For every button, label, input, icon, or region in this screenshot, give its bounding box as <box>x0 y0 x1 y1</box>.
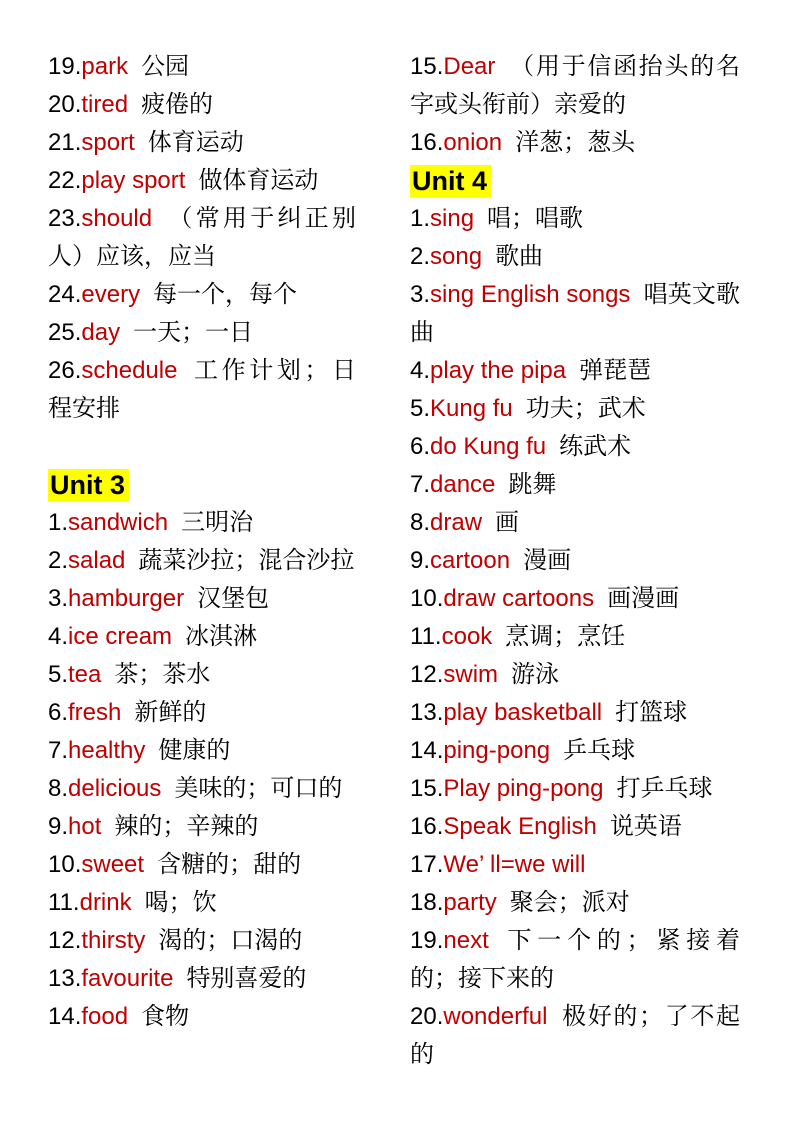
english-word: food <box>81 1003 129 1030</box>
vocab-entry <box>48 352 356 428</box>
english-word: Dear <box>443 53 496 80</box>
english-word: onion <box>443 129 503 156</box>
vocab-entry <box>48 770 356 808</box>
chinese-meaning: 体育运动 <box>147 129 244 156</box>
entry-number: 11. <box>48 889 80 916</box>
vocab-entry <box>410 770 740 808</box>
english-word: swim <box>443 661 499 688</box>
chinese-meaning: 画 <box>495 509 520 536</box>
entry-number: 25. <box>48 319 82 346</box>
vocab-entry <box>48 86 356 124</box>
english-word: play sport <box>81 167 186 194</box>
chinese-meaning: 极好的；了不起的 <box>410 1003 740 1068</box>
english-word: salad <box>68 547 126 574</box>
english-word: park <box>81 53 129 80</box>
vocab-entry <box>410 428 740 466</box>
entry-number: 15. <box>410 775 444 802</box>
entry-number: 16. <box>410 129 444 156</box>
entry-number: 8. <box>48 775 69 802</box>
entry-number: 23. <box>48 205 82 232</box>
english-word: drink <box>79 889 132 916</box>
chinese-meaning: 练武术 <box>559 433 632 460</box>
english-word: party <box>443 889 497 916</box>
vocab-entry <box>410 694 740 732</box>
chinese-meaning: 工作计划；日程安排 <box>48 357 356 422</box>
entry-number: 2. <box>48 547 69 574</box>
chinese-meaning: （常用于纠正别人）应该，应当 <box>48 205 356 270</box>
vocab-entry <box>48 732 356 770</box>
entry-number: 16. <box>410 813 444 840</box>
entry-number: 12. <box>410 661 444 688</box>
english-word: cook <box>441 623 493 650</box>
vocab-entry <box>48 504 356 542</box>
vocab-entry <box>48 580 356 618</box>
vocab-entry <box>48 162 356 200</box>
vocab-entry <box>410 200 740 238</box>
english-word: dance <box>430 471 496 498</box>
chinese-meaning: 公园 <box>141 53 190 80</box>
entry-number: 1. <box>48 509 69 536</box>
entry-number: 19. <box>48 53 82 80</box>
vocab-entry <box>410 504 740 542</box>
chinese-meaning: 下一个的；紧接着的；接下来的 <box>410 927 740 992</box>
vocab-entry <box>410 618 740 656</box>
vocab-entry <box>48 48 356 86</box>
right-column <box>410 48 740 1074</box>
english-word: healthy <box>68 737 146 764</box>
entry-number: 6. <box>410 433 431 460</box>
vocab-entry <box>48 542 356 580</box>
english-word: Play ping-pong <box>443 775 604 802</box>
vocab-entry <box>48 276 356 314</box>
unit-4-header <box>410 162 740 200</box>
chinese-meaning: （用于信函抬头的名字或头衔前）亲爱的 <box>410 53 740 118</box>
vocab-entry <box>48 314 356 352</box>
chinese-meaning: 打乒乓球 <box>616 775 713 802</box>
english-word: song <box>430 243 483 270</box>
entry-number: 1. <box>410 205 431 232</box>
chinese-meaning: 新鲜的 <box>134 699 207 726</box>
entry-number: 4. <box>410 357 431 384</box>
entry-number: 13. <box>410 699 444 726</box>
vocab-entry <box>48 656 356 694</box>
chinese-meaning: 美味的；可口的 <box>174 775 343 802</box>
chinese-meaning: 说英语 <box>609 813 682 840</box>
chinese-meaning: 功夫；武术 <box>525 395 646 422</box>
vocab-entry <box>48 808 356 846</box>
english-word: draw <box>430 509 483 536</box>
english-word: Kung fu <box>430 395 513 422</box>
chinese-meaning: 特别喜爱的 <box>186 965 307 992</box>
entry-number: 21. <box>48 129 82 156</box>
english-word: wonderful <box>443 1003 548 1030</box>
chinese-meaning: 唱；唱歌 <box>487 205 584 232</box>
vocab-entry <box>410 48 740 124</box>
english-word: sandwich <box>68 509 169 536</box>
entry-number: 14. <box>48 1003 82 1030</box>
chinese-meaning: 做体育运动 <box>198 167 319 194</box>
chinese-meaning: 茶；茶水 <box>114 661 211 688</box>
vocab-entry <box>410 732 740 770</box>
chinese-meaning: 打篮球 <box>615 699 688 726</box>
chinese-meaning: 弹琵琶 <box>579 357 652 384</box>
chinese-meaning: 一天；一日 <box>133 319 254 346</box>
unit-header-label: Unit 3 <box>48 469 129 501</box>
chinese-meaning: 辣的；辛辣的 <box>114 813 259 840</box>
chinese-meaning: 蔬菜沙拉；混合沙拉 <box>138 547 355 574</box>
english-word: ice cream <box>68 623 173 650</box>
vocab-entry <box>410 238 740 276</box>
vocab-entry <box>48 922 356 960</box>
entry-number: 5. <box>410 395 431 422</box>
chinese-meaning: 汉堡包 <box>197 585 270 612</box>
chinese-meaning: 三明治 <box>181 509 254 536</box>
chinese-meaning: 冰淇淋 <box>185 623 258 650</box>
chinese-meaning: 画漫画 <box>607 585 680 612</box>
english-word: do Kung fu <box>430 433 547 460</box>
chinese-meaning: 聚会；派对 <box>509 889 630 916</box>
vocab-entry <box>410 656 740 694</box>
english-word: thirsty <box>81 927 146 954</box>
entry-number: 12. <box>48 927 82 954</box>
blank-line <box>48 428 356 466</box>
entry-number: 10. <box>410 585 444 612</box>
english-word: draw cartoons <box>443 585 595 612</box>
entry-number: 8. <box>410 509 431 536</box>
vocab-entry <box>48 960 356 998</box>
unit-header-label: Unit 4 <box>410 165 491 197</box>
vocab-entry <box>410 922 740 998</box>
entry-number: 3. <box>410 281 431 308</box>
vocab-entry <box>48 694 356 732</box>
entry-number: 24. <box>48 281 82 308</box>
left-column <box>48 48 356 1074</box>
chinese-meaning: 渴的；口渴的 <box>158 927 303 954</box>
chinese-meaning: 食物 <box>141 1003 190 1030</box>
chinese-meaning: 跳舞 <box>508 471 557 498</box>
entry-number: 5. <box>48 661 69 688</box>
entry-number: 18. <box>410 889 444 916</box>
chinese-meaning: 每一个，每个 <box>153 281 298 308</box>
entry-number: 9. <box>410 547 431 574</box>
chinese-meaning: 烹调；烹饪 <box>505 623 626 650</box>
entry-number: 7. <box>48 737 69 764</box>
english-word: cartoon <box>430 547 511 574</box>
english-word: sing <box>430 205 475 232</box>
vocab-entry <box>48 618 356 656</box>
chinese-meaning: 漫画 <box>523 547 572 574</box>
english-word: should <box>81 205 153 232</box>
entry-number: 9. <box>48 813 69 840</box>
vocab-entry <box>410 390 740 428</box>
entry-number: 17. <box>410 851 444 878</box>
vocab-entry <box>410 124 740 162</box>
chinese-meaning: 游泳 <box>511 661 560 688</box>
entry-number: 20. <box>410 1003 444 1030</box>
english-word: sport <box>81 129 135 156</box>
english-word: hot <box>68 813 102 840</box>
chinese-meaning: 歌曲 <box>495 243 544 270</box>
vocab-entry <box>48 124 356 162</box>
entry-number: 26. <box>48 357 82 384</box>
english-word: every <box>81 281 141 308</box>
entry-number: 13. <box>48 965 82 992</box>
entry-number: 14. <box>410 737 444 764</box>
english-word: We’ ll=we will <box>443 851 586 878</box>
chinese-meaning: 乒乓球 <box>563 737 636 764</box>
english-word: day <box>81 319 121 346</box>
english-word: next <box>443 927 489 954</box>
english-word: sweet <box>81 851 145 878</box>
english-word: tea <box>68 661 102 688</box>
vocab-entry <box>410 542 740 580</box>
entry-number: 7. <box>410 471 431 498</box>
entry-number: 20. <box>48 91 82 118</box>
english-word: play basketball <box>443 699 603 726</box>
entry-number: 19. <box>410 927 444 954</box>
vocab-entry <box>410 276 740 352</box>
english-word: delicious <box>68 775 162 802</box>
entry-number: 2. <box>410 243 431 270</box>
english-word: ping-pong <box>443 737 551 764</box>
vocab-entry <box>410 808 740 846</box>
unit-3-header <box>48 466 356 504</box>
entry-number: 4. <box>48 623 69 650</box>
entry-number: 15. <box>410 53 444 80</box>
vocab-entry <box>410 846 740 884</box>
english-word: play the pipa <box>430 357 567 384</box>
english-word: hamburger <box>68 585 185 612</box>
english-word: fresh <box>68 699 122 726</box>
chinese-meaning: 洋葱；葱头 <box>515 129 636 156</box>
vocab-entry <box>48 200 356 276</box>
entry-number: 10. <box>48 851 82 878</box>
vocab-entry <box>410 998 740 1074</box>
english-word: favourite <box>81 965 174 992</box>
entry-number: 3. <box>48 585 69 612</box>
english-word: schedule <box>81 357 178 384</box>
english-word: Speak English <box>443 813 597 840</box>
vocab-entry <box>410 466 740 504</box>
entry-number: 22. <box>48 167 82 194</box>
vocab-entry <box>410 884 740 922</box>
entry-number: 6. <box>48 699 69 726</box>
vocab-entry <box>410 352 740 390</box>
chinese-meaning: 含糖的；甜的 <box>157 851 302 878</box>
entry-number: 11. <box>410 623 442 650</box>
chinese-meaning: 唱英文歌曲 <box>410 281 741 346</box>
vocab-entry <box>48 884 356 922</box>
english-word: sing English songs <box>430 281 631 308</box>
chinese-meaning: 健康的 <box>158 737 231 764</box>
vocab-entry <box>48 846 356 884</box>
english-word: tired <box>81 91 129 118</box>
chinese-meaning: 喝；饮 <box>144 889 217 916</box>
chinese-meaning: 疲倦的 <box>141 91 214 118</box>
vocab-entry <box>410 580 740 618</box>
vocab-entry <box>48 998 356 1036</box>
